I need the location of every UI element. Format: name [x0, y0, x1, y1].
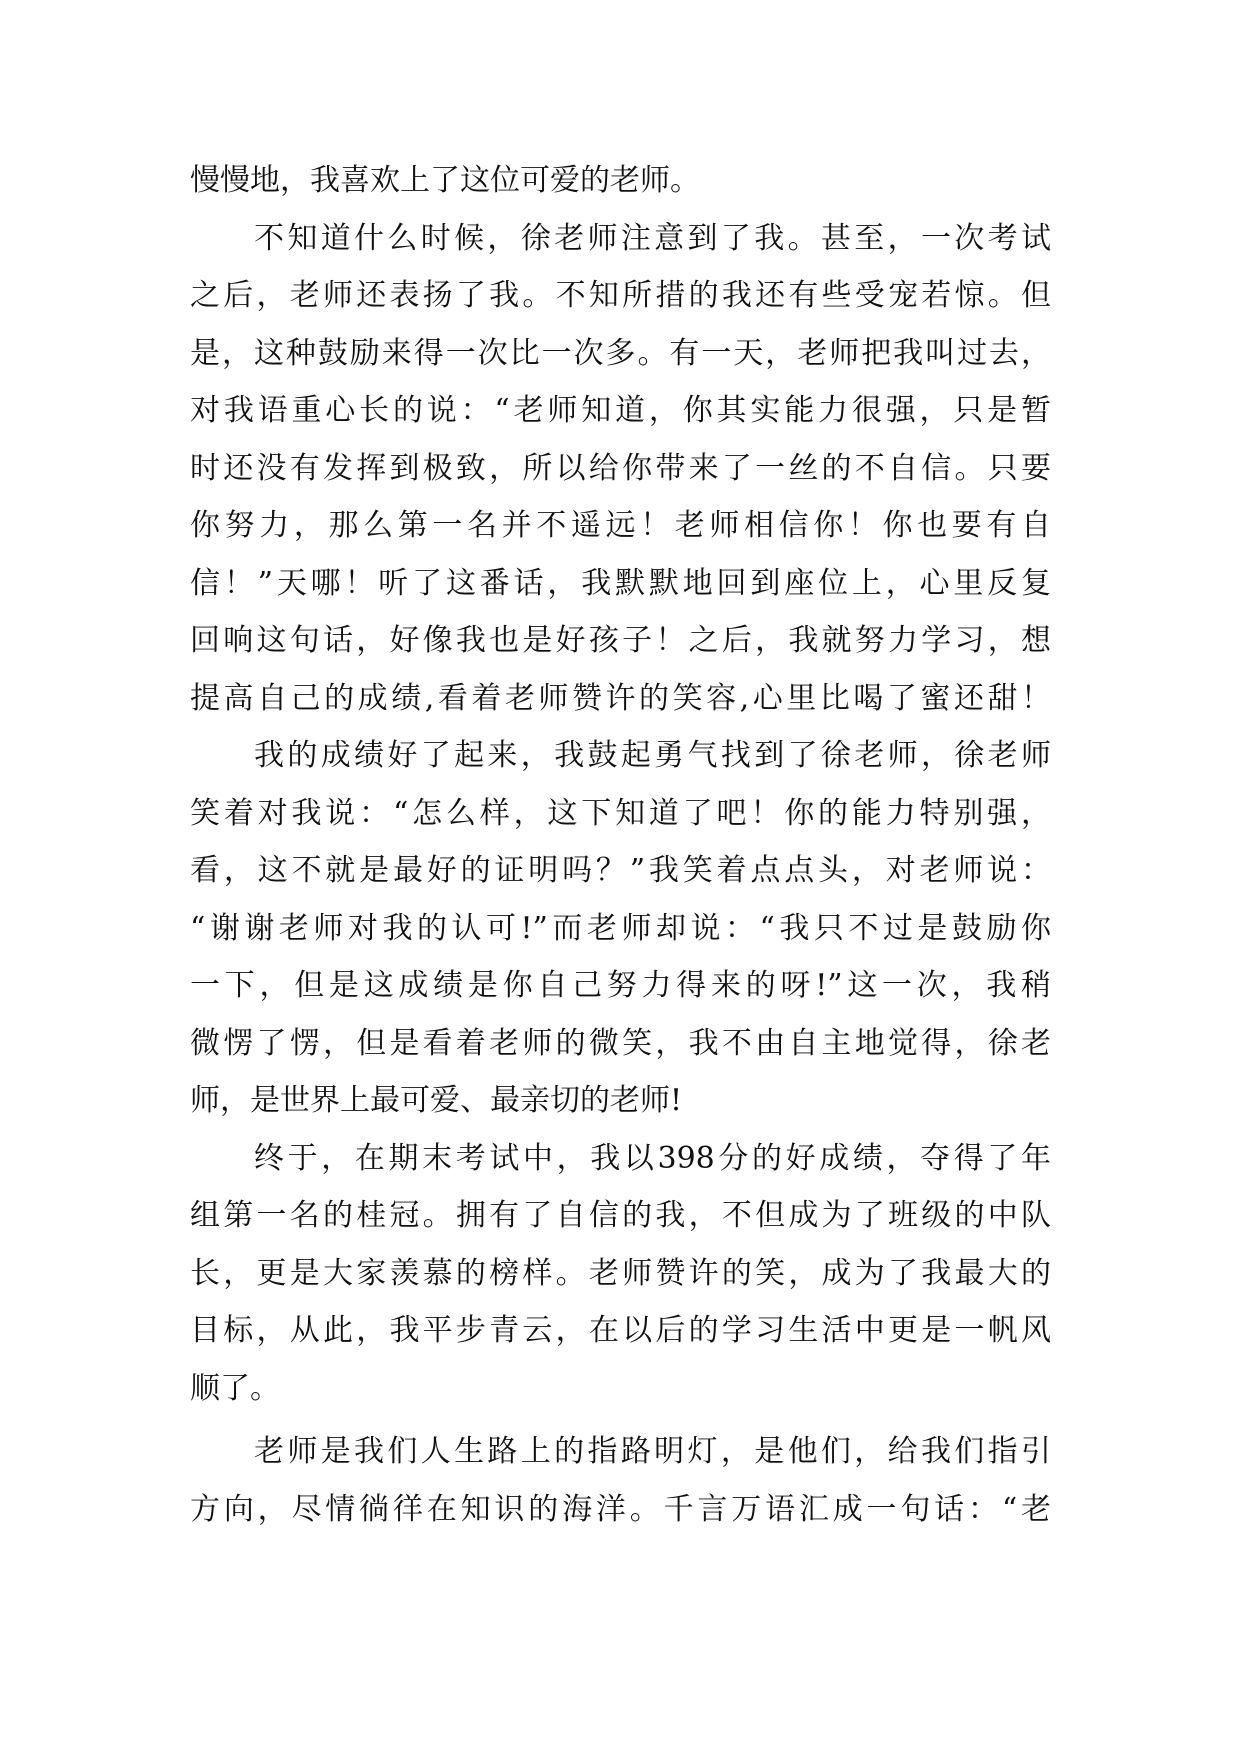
paragraph-first-line: 我的成绩好了起来，我鼓起勇气找到了徐老师，徐老师 — [254, 738, 1051, 773]
text-line: 长，更是大家羡慕的榜样。老师赞许的笑，成为了我最大的 — [190, 1255, 1051, 1291]
text-line: 对我语重心长的说：“老师知道，你其实能力很强，只是暂 — [190, 393, 1051, 428]
text-line: 之后，老师还表扬了我。不知所措的我还有些受宠若惊。但 — [190, 278, 1051, 313]
text-line: 目标，从此，我平步青云，在以后的学习生活中更是一帆风 — [190, 1313, 1051, 1348]
text-line: 笑着对我说：“怎么样，这下知道了吧！你的能力特别强， — [190, 795, 1051, 831]
text-line: 信！”天哪！听了这番话，我默默地回到座位上，心里反复 — [190, 565, 1051, 601]
text-line: 是，这种鼓励来得一次比一次多。有一天，老师把我叫过去， — [190, 335, 1051, 371]
text-line: 组第一名的桂冠。拥有了自信的我，不但成为了班级的中队 — [190, 1198, 1051, 1233]
text-line: 师，是世界上最可爱、最亲切的老师! — [190, 1083, 683, 1118]
text-line: 一下，但是这成绩是你自己努力得来的呀!”这一次，我稍 — [190, 968, 1051, 1003]
text-line: 你努力，那么第一名并不遥远！老师相信你！你也要有自 — [190, 508, 1051, 543]
paragraph-first-line: 老师是我们人生路上的指路明灯，是他们，给我们指引 — [254, 1434, 1051, 1469]
document-body — [190, 152, 1051, 1538]
text-line: 微愣了愣，但是看着老师的微笑，我不由自主地觉得，徐老 — [190, 1025, 1051, 1061]
paragraph-first-line: 不知道什么时候，徐老师注意到了我。甚至，一次考试 — [254, 220, 1051, 256]
text-line: 看，这不就是最好的证明吗？”我笑着点点头，对老师说： — [190, 853, 1051, 888]
text-line: 时还没有发挥到极致，所以给你带来了一丝的不自信。只要 — [190, 450, 1051, 486]
text-line: 顺了。 — [190, 1370, 280, 1406]
text-line: 慢慢地，我喜欢上了这位可爱的老师。 — [190, 163, 700, 198]
text-line: 回响这句话，好像我也是好孩子！之后，我就努力学习，想 — [190, 623, 1051, 658]
text-line: 提高自己的成绩,看着老师赞许的笑容,心里比喝了蜜还甜！ — [190, 680, 1051, 716]
paragraph-first-line: 终于，在期末考试中，我以398分的好成绩，夺得了年 — [254, 1140, 1051, 1176]
text-line: “谢谢老师对我的认可!”而老师却说：“我只不过是鼓励你 — [190, 910, 1051, 946]
text-line: 方向，尽情徜徉在知识的海洋。千言万语汇成一句话：“老 — [190, 1491, 1051, 1527]
